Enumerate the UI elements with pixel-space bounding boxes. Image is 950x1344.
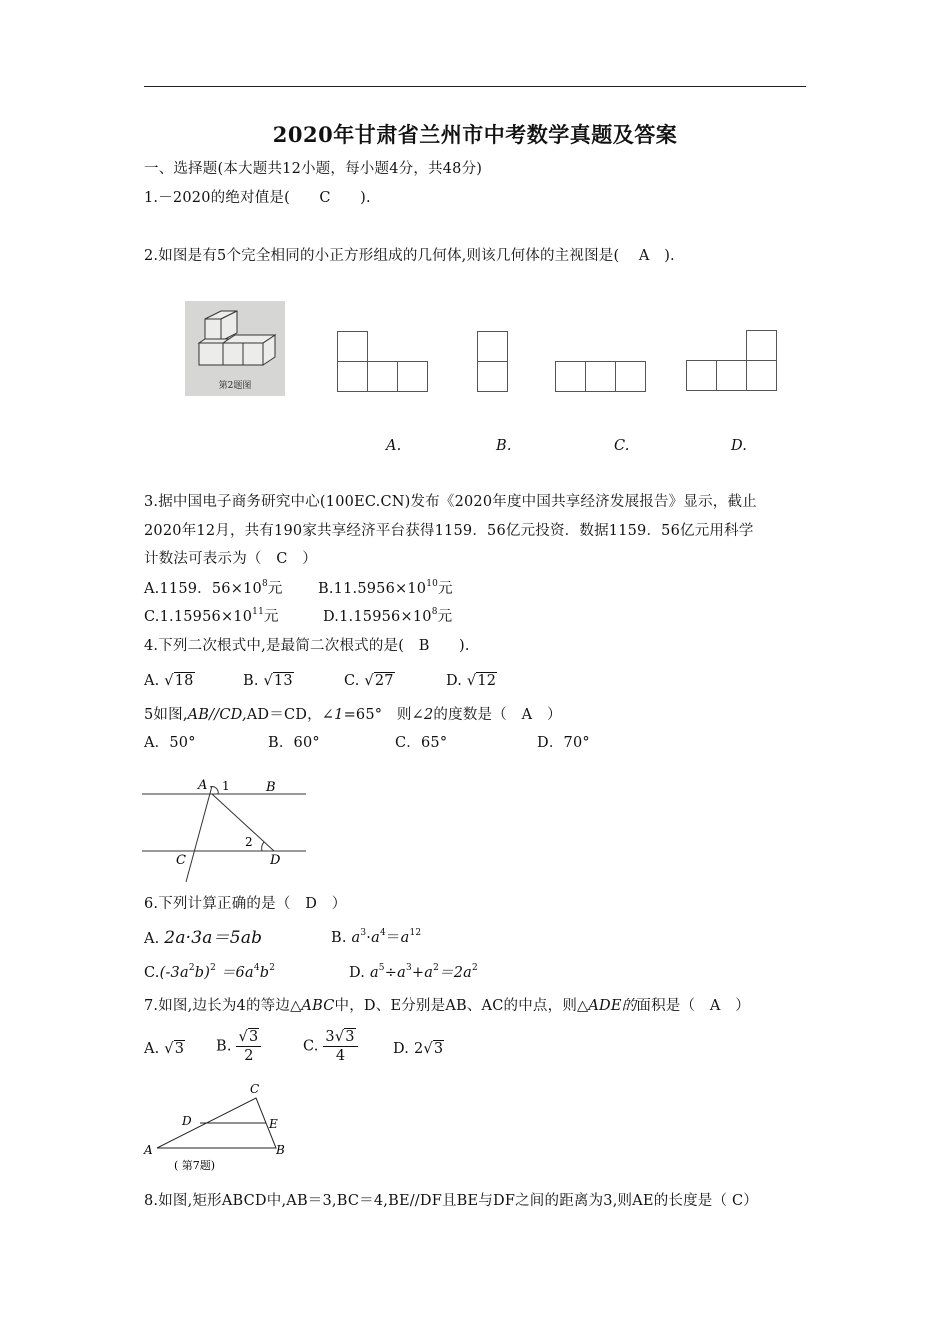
q2-option-a-figure (337, 331, 429, 393)
q6-option-b: B. $a^3\cdot a^4=a^{12}$ (331, 928, 422, 946)
q2-option-a-label: A. (386, 438, 402, 454)
q7-option-d: D. 2√3 (393, 1041, 444, 1057)
q7-label-a: A (144, 1143, 153, 1157)
q2-photo-caption: 第2题图 (218, 381, 252, 391)
q4-option-c: C. √27 (344, 673, 394, 689)
question-7: 7.如图,边长为4的等边△ABC中，D、E分别是AB、AC的中点，则△ADE的面积是（ A ） (144, 998, 750, 1014)
q2-option-c-label: C. (614, 438, 630, 454)
question-3-line1: 3.据中国电子商务研究中心(100EC.CN)发布《2020年度中国共享经济发展报告》显示，截止 (144, 494, 757, 510)
q7-label-c: C (250, 1082, 260, 1096)
question-6: 6.下列计算正确的是（ D ） (144, 896, 347, 912)
q3-option-b: $B.11.5956\times 10^{10}$元 (318, 579, 453, 597)
q3-option-d: $D.1.15956\times 10^8$元 (323, 607, 453, 625)
page-title: 2020年甘肃省兰州市中考数学真题及答案 (272, 122, 678, 147)
q2-option-d-figure (686, 330, 778, 392)
question-5: 5如图,AB//CD,AD＝CD，∠1=65° 则∠2的度数是（ A ） (144, 707, 562, 723)
question-3-line2: 2020年12月，共有190家共享经济平台获得1159．56亿元投资．数据1159．56亿元用科学 (144, 523, 754, 539)
q5-option-b: B．60° (268, 735, 320, 751)
q2-cube-photo (185, 301, 285, 396)
q7-label-e: E (269, 1117, 278, 1131)
q4-option-b: B. √13 (243, 673, 293, 689)
q2-option-d-label: D. (731, 438, 748, 454)
question-1: 1.－2020的绝对值是( C ). (144, 190, 371, 206)
q5-label-1: 1 (222, 779, 230, 793)
q5-option-a: A．50° (144, 735, 196, 751)
q5-label-a: A (198, 778, 208, 793)
q5-option-d: D．70° (537, 735, 590, 751)
q7-figure (142, 1078, 292, 1176)
q7-option-c: C. $\frac{3√3}{4}$ (303, 1028, 358, 1065)
q5-label-d: D (270, 853, 281, 868)
q5-label-c: C (176, 853, 186, 868)
q3-option-c: $C.1.15956\times 10^{11}$元 (144, 607, 279, 625)
q5-label-b: B (266, 780, 276, 795)
question-3-line3: 计数法可表示为（ C ） (144, 551, 317, 567)
question-2: 2.如图是有5个完全相同的小正方形组成的几何体,则该几何体的主视图是( A ). (144, 248, 675, 264)
q6-option-d: D. $a^5\div a^3+a^2=2a^2$ (349, 963, 478, 981)
q4-option-d: D. √12 (446, 673, 497, 689)
header-rule (144, 86, 806, 87)
q6-option-c: $C.(-3a^2b)^2 =6a^4b^2$ (144, 963, 276, 981)
q7-caption: ( 第7题) (174, 1159, 216, 1172)
q3-option-a: A.1159．$56\times 10^8$元 (144, 579, 283, 597)
q2-option-b-label: B. (496, 438, 512, 454)
question-4: 4.下列二次根式中,是最简二次根式的是( B ). (144, 638, 470, 654)
question-8: 8.如图,矩形ABCD中,AB＝3,BC＝4,BE//DF且BE与DF之间的距离为3,则AE的长度是（ C） (144, 1193, 758, 1209)
q7-option-a: A. √3 (144, 1041, 185, 1057)
q4-option-a: A. √18 (144, 673, 194, 689)
q2-option-c-figure (555, 361, 647, 393)
section-heading: 一、选择题(本大题共12小题，每小题4分，共48分) (144, 161, 483, 177)
q6-option-a: A. 2a·3a＝5ab (144, 928, 263, 948)
q7-label-d: D (182, 1114, 192, 1128)
q2-option-b-figure (477, 331, 509, 393)
q5-option-c: C．65° (395, 735, 448, 751)
q7-label-b: B (276, 1143, 285, 1157)
q5-label-2: 2 (245, 835, 253, 849)
q7-option-b: B. $\frac{√3}{2}$ (216, 1028, 261, 1065)
q5-figure (142, 772, 312, 887)
